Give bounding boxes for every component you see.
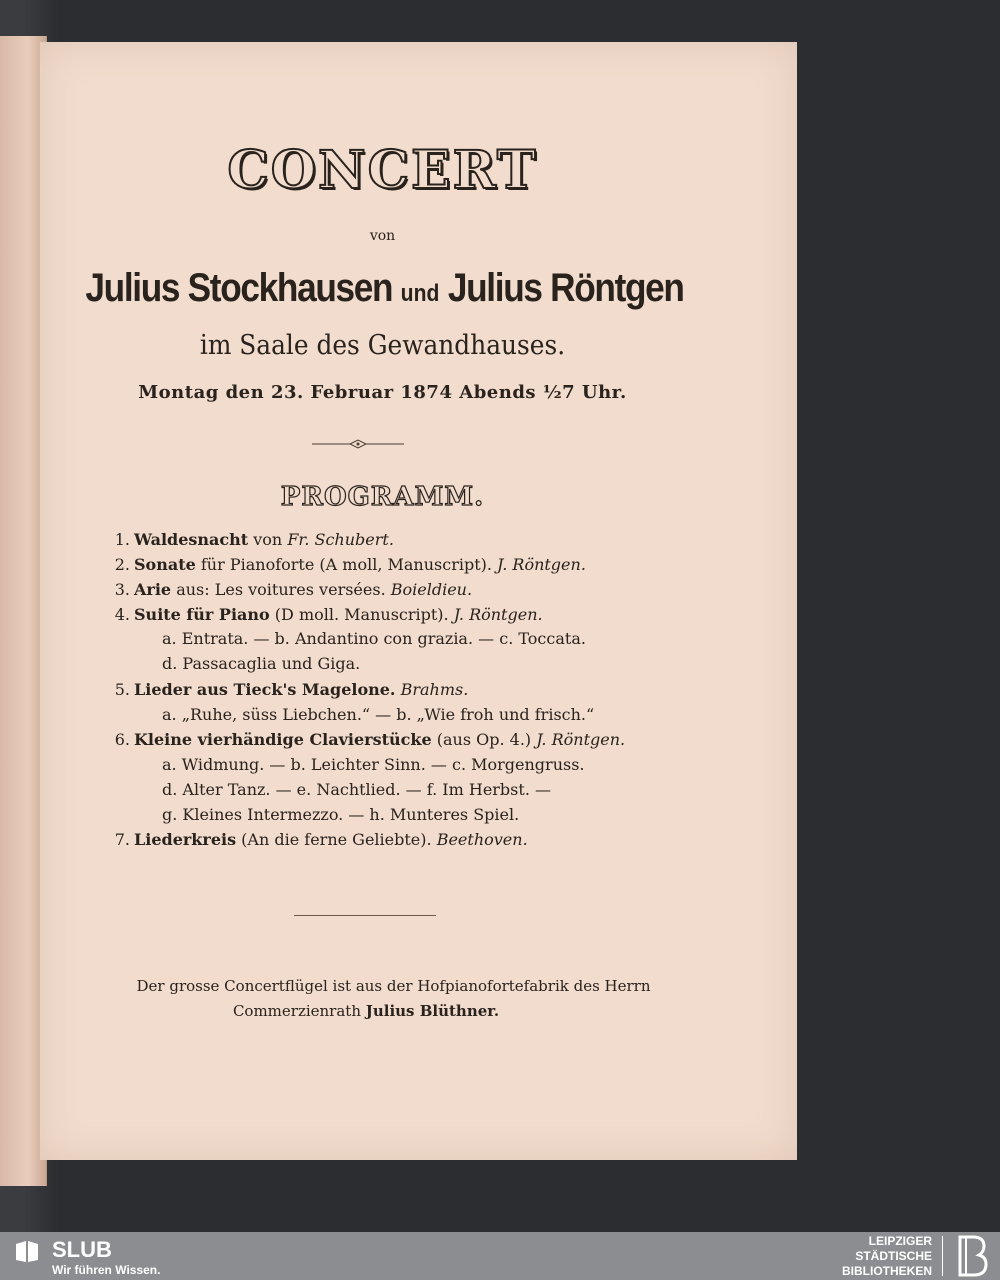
performers-line (22, 266, 748, 311)
list-item: 6. Kleine vierhändige Clavierstücke (aus Op. 4.) J. Röntgen. (114, 730, 626, 749)
und-text: und (400, 280, 440, 307)
slub-logo-text[interactable]: SLUB (52, 1237, 112, 1262)
concert-title: CONCERT (227, 140, 538, 201)
concert-program-page (40, 42, 797, 1160)
list-subitem: g. Kleines Intermezzo. — h. Munteres Spiel. (162, 805, 520, 824)
list-subitem: a. Widmung. — b. Leichter Sinn. — c. Morgengruss. (162, 755, 585, 774)
list-item: 1. Waldesnacht von Fr. Schubert. (114, 530, 394, 549)
list-item: 3. Arie aus: Les voitures versées. Boieldieu. (114, 580, 473, 599)
slub-tagline: Wir führen Wissen. (52, 1263, 161, 1277)
logo-separator (942, 1236, 943, 1276)
slub-book-icon (14, 1240, 40, 1264)
lsb-logo-text[interactable]: LEIPZIGER STÄDTISCHE BIBLIOTHEKEN (842, 1234, 932, 1278)
list-item: 2. Sonate für Pianoforte (A moll, Manuscript). J. Röntgen. (114, 555, 586, 574)
list-item: 7. Liederkreis (An die ferne Geliebte). Beethoven. (114, 830, 528, 849)
list-item: 5. Lieder aus Tieck's Magelone. Brahms. (114, 680, 469, 699)
list-subitem: a. Entrata. — b. Andantino con grazia. — c. Toccata. (162, 629, 586, 648)
date-line: Montag den 23. Februar 1874 Abends ½7 Uhr. (138, 382, 627, 403)
von-text: von (369, 228, 396, 244)
list-item: 4. Suite für Piano (D moll. Manuscript). J. Röntgen. (114, 605, 543, 624)
lsb-b-logo-icon (952, 1234, 992, 1278)
list-subitem: d. Passacaglia und Giga. (162, 654, 361, 673)
performer-2: Julius Röntgen (447, 266, 684, 310)
venue-line: im Saale des Gewandhauses. (199, 330, 566, 361)
list-subitem: d. Alter Tanz. — e. Nachtlied. — f. Im Herbst. — (162, 780, 551, 799)
ornament-divider-icon (312, 439, 404, 449)
programm-heading: PROGRAMM. (280, 482, 485, 512)
list-subitem: a. „Ruhe, süss Liebchen.“ — b. „Wie froh und frisch.“ (162, 705, 595, 724)
footer-line-2: Commerzienrath Julius Blüthner. (232, 1002, 500, 1020)
branding-bar (0, 1232, 1000, 1280)
footer-line-1: Der grosse Concertflügel ist aus der Hofpianofortefabrik des Herrn (136, 977, 651, 995)
divider-line (294, 915, 436, 916)
performer-1: Julius Stockhausen (85, 266, 393, 310)
